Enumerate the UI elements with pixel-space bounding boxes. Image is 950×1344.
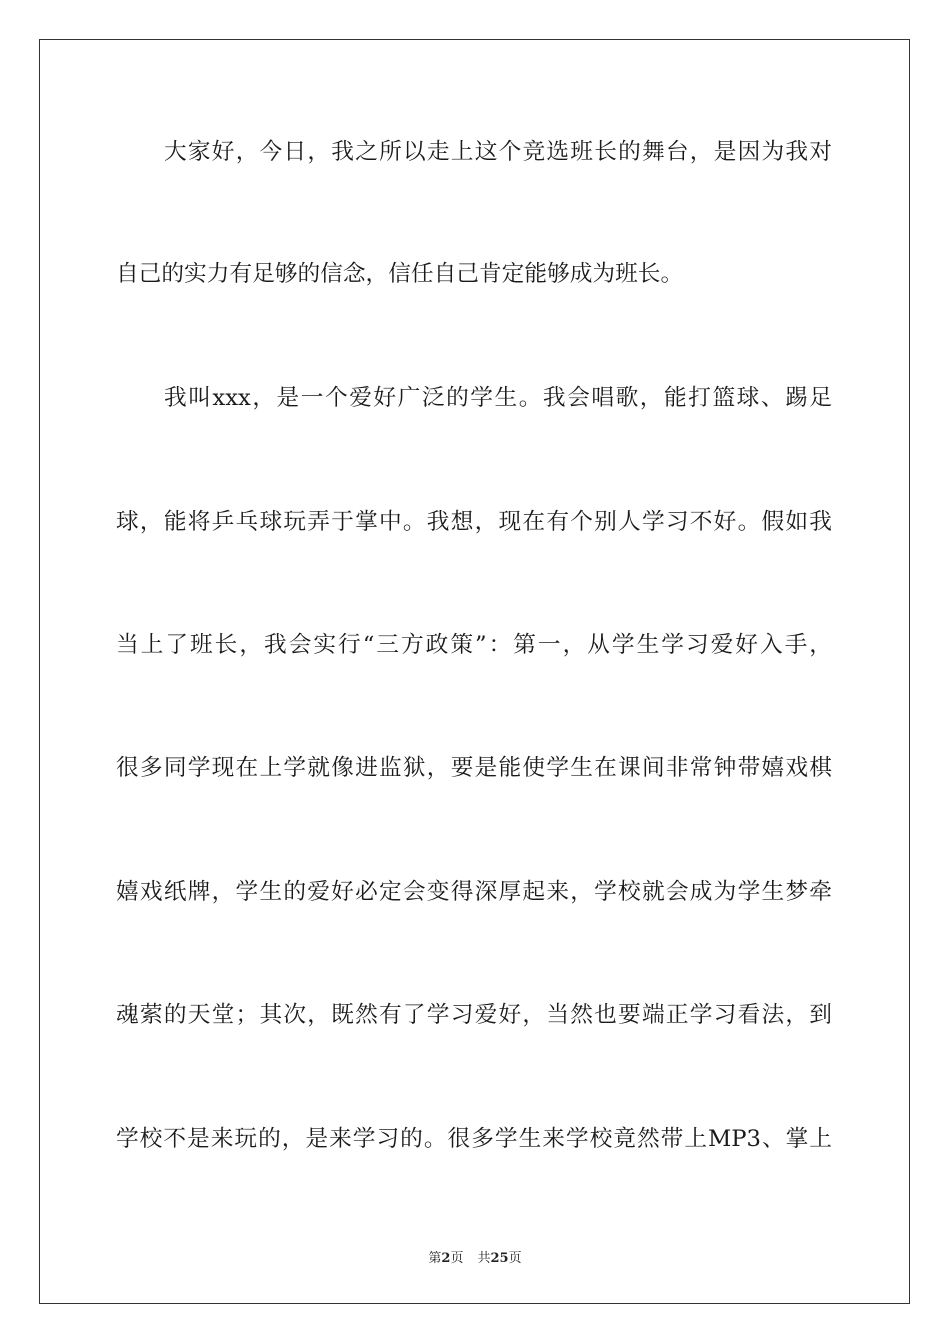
total-prefix: 共 (477, 1251, 491, 1266)
total-suffix: 页 (508, 1251, 522, 1266)
paragraph-2-line-1: 我叫xxx，是一个爱好广泛的学生。我会唱歌，能打篮球、踢足 (164, 385, 832, 411)
total-pages: 25 (490, 1251, 509, 1266)
page-border (39, 39, 910, 1304)
page-suffix: 页 (450, 1251, 464, 1266)
paragraph-1-line-1: 大家好，今日，我之所以走上这个竞选班长的舞台，是因为我对 (164, 139, 832, 165)
paragraph-2-line-4: 很多同学现在上学就像进监狱，要是能使学生在课间非常钟带嬉戏棋 (116, 755, 832, 781)
paragraph-2-line-2: 球，能将乒乓球玩弄于掌中。我想，现在有个别人学习不好。假如我 (116, 509, 832, 535)
paragraph-2-line-7: 学校不是来玩的，是来学习的。很多学生来学校竟然带上MP3、掌上 (116, 1126, 832, 1152)
page-footer (0, 1247, 950, 1266)
page-prefix: 第 (428, 1251, 442, 1266)
paragraph-2-line-3: 当上了班长，我会实行“三方政策”：第一，从学生学习爱好入手， (116, 632, 832, 658)
page-number: 2 (441, 1251, 451, 1266)
paragraph-2-line-5: 嬉戏纸牌，学生的爱好必定会变得深厚起来，学校就会成为学生梦牵 (116, 879, 832, 905)
paragraph-1-line-2: 自己的实力有足够的信念，信任自己肯定能够成为班长。 (116, 261, 684, 287)
paragraph-2-line-6: 魂萦的天堂；其次，既然有了学习爱好，当然也要端正学习看法，到 (116, 1002, 832, 1028)
